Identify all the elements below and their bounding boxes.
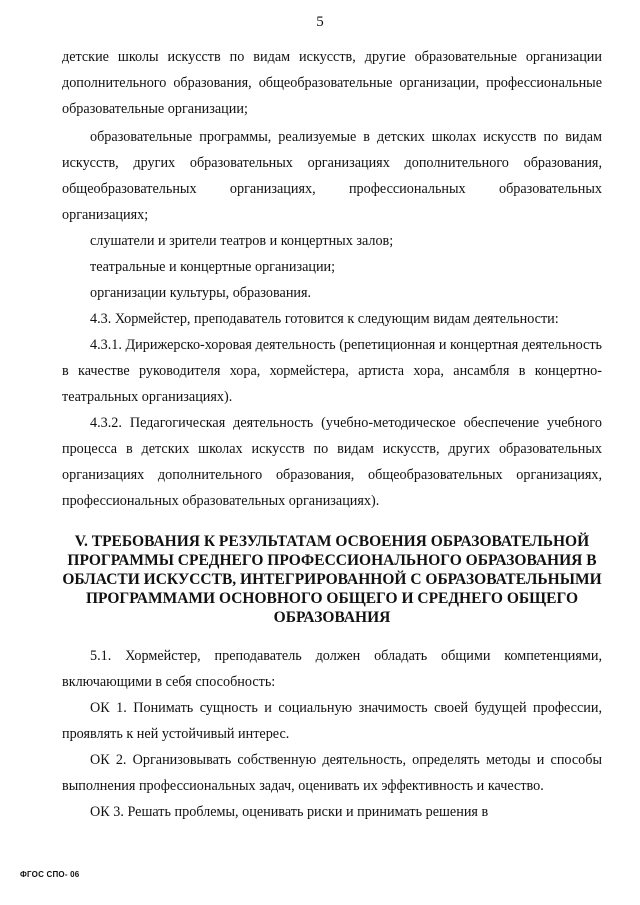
paragraph: слушатели и зрители театров и концертных залов; [90,233,394,249]
paragraph: образовательные программы, реализуемые в детских школах искусств по видам искусств, других образовательных организациях дополнительного образования, общеобразовательных организациях, профессиональных образовательных организациях; [62,129,602,223]
paragraph: организации культуры, образования. [90,285,312,301]
paragraph: 4.3.1. Дирижерско-хоровая деятельность (репетиционная и концертная деятельность в качестве руководителя хора, хормейстера, артиста хора, ансамбля в концертно-театральных организациях). [62,337,602,405]
paragraph: театральные и концертные организации; [90,259,336,275]
paragraph: 4.3.2. Педагогическая деятельность (учебно-методическое обеспечение учебного процесса в детских школах искусств по видам искусств, других образовательных организациях дополнительного образования, общеобразовательных организациях, профессиональных образовательных организациях). [62,415,602,509]
paragraph: ОК 3. Решать проблемы, оценивать риски и принимать решения в [90,804,489,820]
document-body [62,44,602,825]
paragraph: детские школы искусств по видам искусств, другие образовательные организации дополнительного образования, общеобразовательные организации, профессиональные образовательные организации; [62,49,602,117]
page-number: 5 [316,14,324,30]
footer-label: ФГОС СПО- 06 [20,870,80,879]
paragraph: 4.3. Хормейстер, преподаватель готовится к следующим видам деятельности: [90,311,559,327]
paragraph: ОК 1. Понимать сущность и социальную значимость своей будущей профессии, проявлять к ней устойчивый интерес. [62,700,602,742]
paragraph: ОК 2. Организовывать собственную деятельность, определять методы и способы выполнения профессиональных задач, оценивать их эффективность и качество. [62,752,602,794]
paragraph: 5.1. Хормейстер, преподаватель должен обладать общими компетенциями, включающими в себя способность: [62,648,602,690]
section-heading: V. ТРЕБОВАНИЯ К РЕЗУЛЬТАТАМ ОСВОЕНИЯ ОБРАЗОВАТЕЛЬНОЙ ПРОГРАММЫ СРЕДНЕГО ПРОФЕССИОНАЛЬНОГО ОБРАЗОВАНИЯ В ОБЛАСТИ ИСКУССТВ, ИНТЕГРИРОВАННОЙ С ОБРАЗОВАТЕЛЬНЫМИ ПРОГРАММАМИ ОСНОВНОГО ОБЩЕГО И СРЕДНЕГО ОБЩЕГО ОБРАЗОВАНИЯ [62,533,602,626]
